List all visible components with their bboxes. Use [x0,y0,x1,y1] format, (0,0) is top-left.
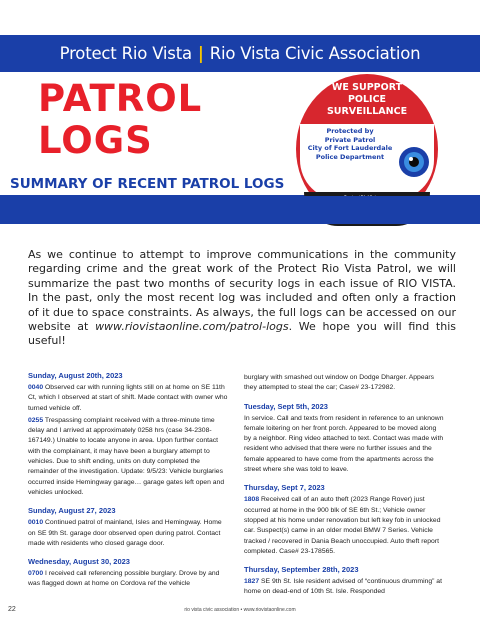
log-entry-date: Thursday, Sept 7, 2023 [244,483,325,493]
hero-bottom-strip [0,196,480,224]
page-number: 22 [8,606,16,613]
patrol-logs-link[interactable]: www.riovistaonline.com/patrol-logs [95,320,289,334]
log-entry-text [28,518,228,549]
log-entry-body: Received call of an auto theft (2023 Range Rover) just occurred at home in the 900 blk of SE 6th St.; Vehicle owner stopped at his home under renovation but left key fob in unlocked car. Suspect(s) came in an older model BMW 7 Series. Vehicle tracked / recovered in Dania Beach unoccupied. Auto theft report completed. Case# 23-178565. [244,496,441,555]
log-entry-body: Observed car with running lights still on at home on SE 11th Ct, which I observed at start of shift. Made contact with owner who turned vehicle off. [28,384,228,412]
header-right: Rio Vista Civic Association [209,44,421,63]
log-entry-text [28,569,228,590]
intro-paragraph: As we continue to attempt to improve communications in the community regarding crime and the great work of the Protect Rio Vista Patrol, we will summarize the past two months of security logs in each issue of RIO VISTA. In the past, only the most recent log was included and often only a fraction of it due to space constraints. As always, the full logs can be accessed on our website at www.riovistaonline.com/patrol-logs. We hope you will find this useful! [28,248,456,348]
header-separator: | [197,44,204,63]
log-entry-body: Continued patrol of mainland, Isles and Hemingway. Home on SE 9th St. garage door observed open during patrol. Contact made with residents who closed garage door. [28,519,222,547]
log-entry-time: 1808 [244,496,260,504]
log-entry-time: 0040 [28,384,44,391]
log-entry-body: SE 9th St. Isle resident advised of “continuous drumming” at home on dead-end of 10th St. Isle. Responded [244,578,442,596]
header-banner [0,35,480,72]
log-entry-body: In service. Call and texts from resident in reference to an unknown female loitering on her front porch. Appeared to be moved along by a neighbor. Ring video attached to text. Contact was made with resident who advised that there were no further issues and the female appeared to have come from the apartments across the street where she was told to leave. [244,414,444,474]
log-entry-text [244,495,444,557]
log-entry-text [244,577,444,598]
log-entry-date: Sunday, August 20th, 2023 [28,371,123,380]
log-entry-date: Sunday, August 27, 2023 [28,506,116,516]
badge-protected-text: Protected by Private Patrol City of Fort Lauderdale Police Department [307,127,393,161]
log-entry-time: 0255 [28,416,44,424]
log-entry-text [28,416,228,498]
log-entry-body: burglary with smashed out window on Dodge Dharger. Appears they attempted to steal the car; Case# 23-172982. [244,374,435,392]
log-column-right [244,371,444,598]
log-entry-date: Tuesday, Sept 5th, 2023 [244,401,328,411]
footer-text: rio vista civic association • www.riovistaonline.com [184,607,296,613]
log-entry-body: I received call referencing possible burglary. Drove by and was flagged down at home on Cordova ref the vehicle [28,570,220,588]
badge-headline: WE SUPPORT POLICE SURVEILLANCE [326,82,408,117]
log-column-left [28,371,228,590]
eye-icon [398,146,430,178]
log-entry-date: Wednesday, August 30, 2023 [28,557,130,567]
hero-panel [0,72,480,198]
log-entry-time: 1827 [244,578,260,586]
header-left: Protect Rio Vista [59,44,192,63]
log-entry-body: Trespassing complaint received with a three-minute time delay and I arrived at approximately 0258 hrs (case 34-2308-167149.) Unable to locate anyone in area. Upon further contact with the complainant, it may have been a burglary attempt to vehicles. Due to shift ending, units on duty completed the remainder of the investigation. Update: 9/5/23: Vehicle burglaries occurred inside Hemingway garage… garage gates left open and vehicles unlocked. [28,416,225,496]
hero-subtitle: SUMMARY OF RECENT PATROL LOGS [10,176,285,192]
log-entry-text [28,383,228,414]
log-entry-time: 0700 [28,570,44,578]
log-entry-date: Thursday, September 28th, 2023 [244,565,359,575]
log-entry-text [244,414,444,476]
title-line-2: LOGS [38,119,153,162]
log-entry-text [244,373,444,394]
title-line-1: PATROL [38,77,203,120]
log-entry-time: 0010 [28,519,44,527]
